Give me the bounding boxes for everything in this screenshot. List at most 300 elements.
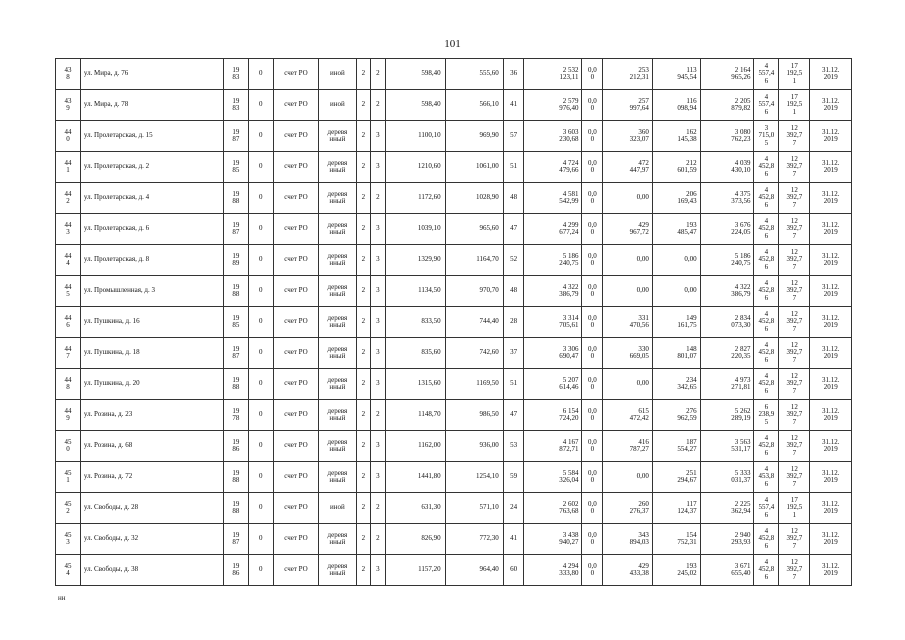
entrances-cell: 3 [371,555,386,586]
wall-material-cell: деревя нный [319,524,356,555]
completion-date-cell: 31.12. 2019 [810,152,852,183]
fund-method-cell: счет РО [273,400,319,431]
year-built-cell: 19 85 [223,307,248,338]
unit-cost-cell: 4 557,4 6 [754,493,779,524]
year-built-cell: 19 87 [223,214,248,245]
residents-cell: 51 [503,152,524,183]
cost-cell: 0,0 0 [582,59,603,90]
cost-cell: 0,0 0 [582,90,603,121]
table-row [56,431,852,462]
year-repair-cell: 0 [248,183,273,214]
row-number-cell: 44 2 [56,183,81,214]
living-area-cell: 772,30 [445,524,503,555]
fund-method-cell: счет РО [273,59,319,90]
address-cell: ул. Пролетарская, д. 4 [80,183,223,214]
entrances-cell: 3 [371,245,386,276]
page-number: 101 [444,38,461,50]
living-area-cell: 1164,70 [445,245,503,276]
completion-date-cell: 31.12. 2019 [810,524,852,555]
entrances-cell: 2 [371,90,386,121]
wall-material-cell: деревя нный [319,431,356,462]
fund-method-cell: счет РО [273,524,319,555]
wall-material-cell: деревя нный [319,307,356,338]
table-row [56,121,852,152]
year-built-cell: 19 87 [223,338,248,369]
address-cell: ул. Пушкина, д. 18 [80,338,223,369]
cost-cell: 330 669,05 [603,338,653,369]
total-area-cell: 833,50 [385,307,445,338]
max-unit-cost-cell: 17 192,5 1 [779,493,810,524]
unit-cost-cell: 4 452,8 6 [754,152,779,183]
max-unit-cost-cell: 12 392,7 7 [779,338,810,369]
completion-date-cell: 31.12. 2019 [810,276,852,307]
cost-cell: 193 485,47 [652,214,700,245]
entrances-cell: 3 [371,307,386,338]
cost-cell: 0,00 [652,276,700,307]
cost-cell: 615 472,42 [603,400,653,431]
completion-date-cell: 31.12. 2019 [810,431,852,462]
fund-method-cell: счет РО [273,307,319,338]
living-area-cell: 1061,00 [445,152,503,183]
year-built-cell: 19 85 [223,152,248,183]
floors-cell: 2 [356,214,371,245]
floors-cell: 2 [356,152,371,183]
cost-cell: 0,0 0 [582,152,603,183]
row-number-cell: 44 1 [56,152,81,183]
floors-cell: 2 [356,338,371,369]
cost-cell: 0,0 0 [582,493,603,524]
cost-cell: 472 447,97 [603,152,653,183]
residents-cell: 37 [503,338,524,369]
total-area-cell: 598,40 [385,90,445,121]
row-number-cell: 45 2 [56,493,81,524]
table-row [56,369,852,400]
year-repair-cell: 0 [248,121,273,152]
total-area-cell: 1210,60 [385,152,445,183]
cost-cell: 416 787,27 [603,431,653,462]
total-cost-cell: 5 207 614,46 [524,369,582,400]
unit-cost-cell: 4 452,8 6 [754,369,779,400]
completion-date-cell: 31.12. 2019 [810,183,852,214]
year-built-cell: 19 87 [223,121,248,152]
year-repair-cell: 0 [248,90,273,121]
residents-cell: 41 [503,524,524,555]
living-area-cell: 969,90 [445,121,503,152]
owners-funds-cell: 4 375 373,56 [700,183,754,214]
total-area-cell: 835,60 [385,338,445,369]
address-cell: ул. Свободы, д. 28 [80,493,223,524]
fund-method-cell: счет РО [273,90,319,121]
cost-cell: 0,0 0 [582,431,603,462]
completion-date-cell: 31.12. 2019 [810,59,852,90]
unit-cost-cell: 4 452,8 6 [754,524,779,555]
cost-cell: 360 323,07 [603,121,653,152]
cost-cell: 260 276,37 [603,493,653,524]
wall-material-cell: деревя нный [319,369,356,400]
year-built-cell: 19 89 [223,245,248,276]
max-unit-cost-cell: 17 192,5 1 [779,90,810,121]
row-number-cell: 45 1 [56,462,81,493]
address-cell: ул. Розина, д. 72 [80,462,223,493]
entrances-cell: 2 [371,524,386,555]
floors-cell: 2 [356,462,371,493]
row-number-cell: 44 8 [56,369,81,400]
table-row [56,152,852,183]
total-area-cell: 598,40 [385,59,445,90]
wall-material-cell: иной [319,59,356,90]
unit-cost-cell: 4 452,8 6 [754,183,779,214]
cost-cell: 154 752,31 [652,524,700,555]
entrances-cell: 2 [371,400,386,431]
total-cost-cell: 4 322 386,79 [524,276,582,307]
table-row [56,245,852,276]
living-area-cell: 936,00 [445,431,503,462]
entrances-cell: 2 [371,183,386,214]
address-cell: ул. Пролетарская, д. 6 [80,214,223,245]
table-row [56,59,852,90]
living-area-cell: 742,60 [445,338,503,369]
owners-funds-cell: 2 827 220,35 [700,338,754,369]
row-number-cell: 44 7 [56,338,81,369]
fund-method-cell: счет РО [273,493,319,524]
living-area-cell: 566,10 [445,90,503,121]
floors-cell: 2 [356,524,371,555]
completion-date-cell: 31.12. 2019 [810,245,852,276]
entrances-cell: 3 [371,431,386,462]
living-area-cell: 964,40 [445,555,503,586]
year-built-cell: 19 88 [223,183,248,214]
wall-material-cell: деревя нный [319,555,356,586]
cost-cell: 257 997,64 [603,90,653,121]
address-cell: ул. Пролетарская, д. 15 [80,121,223,152]
total-area-cell: 1172,60 [385,183,445,214]
wall-material-cell: деревя нный [319,276,356,307]
residents-cell: 24 [503,493,524,524]
max-unit-cost-cell: 12 392,7 7 [779,121,810,152]
completion-date-cell: 31.12. 2019 [810,307,852,338]
cost-cell: 187 554,27 [652,431,700,462]
living-area-cell: 571,10 [445,493,503,524]
total-area-cell: 826,90 [385,524,445,555]
cost-cell: 0,0 0 [582,462,603,493]
max-unit-cost-cell: 12 392,7 7 [779,307,810,338]
wall-material-cell: деревя нный [319,338,356,369]
cost-cell: 343 894,03 [603,524,653,555]
unit-cost-cell: 4 557,4 6 [754,59,779,90]
fund-method-cell: счет РО [273,462,319,493]
max-unit-cost-cell: 12 392,7 7 [779,555,810,586]
address-cell: ул. Пролетарская, д. 2 [80,152,223,183]
floors-cell: 2 [356,493,371,524]
owners-funds-cell: 3 676 224,05 [700,214,754,245]
residents-cell: 36 [503,59,524,90]
floors-cell: 2 [356,59,371,90]
fund-method-cell: счет РО [273,214,319,245]
year-repair-cell: 0 [248,400,273,431]
owners-funds-cell: 2 164 965,26 [700,59,754,90]
row-number-cell: 44 6 [56,307,81,338]
table-row [56,183,852,214]
completion-date-cell: 31.12. 2019 [810,338,852,369]
floors-cell: 2 [356,245,371,276]
owners-funds-cell: 2 205 879,82 [700,90,754,121]
cost-cell: 0,0 0 [582,276,603,307]
fund-method-cell: счет РО [273,431,319,462]
address-cell: ул. Свободы, д. 38 [80,555,223,586]
cost-cell: 206 169,43 [652,183,700,214]
year-built-cell: 19 88 [223,369,248,400]
cost-cell: 0,0 0 [582,307,603,338]
living-area-cell: 744,40 [445,307,503,338]
residents-cell: 48 [503,183,524,214]
max-unit-cost-cell: 17 192,5 1 [779,59,810,90]
total-area-cell: 1329,90 [385,245,445,276]
address-cell: ул. Пролетарская, д. 8 [80,245,223,276]
year-built-cell: 19 83 [223,90,248,121]
year-built-cell: 19 88 [223,462,248,493]
unit-cost-cell: 4 452,8 6 [754,431,779,462]
fund-method-cell: счет РО [273,338,319,369]
year-repair-cell: 0 [248,524,273,555]
living-area-cell: 1169,50 [445,369,503,400]
wall-material-cell: деревя нный [319,152,356,183]
total-area-cell: 631,30 [385,493,445,524]
cost-cell: 0,00 [603,276,653,307]
unit-cost-cell: 6 238,9 5 [754,400,779,431]
year-repair-cell: 0 [248,338,273,369]
total-area-cell: 1100,10 [385,121,445,152]
entrances-cell: 3 [371,338,386,369]
cost-cell: 149 161,75 [652,307,700,338]
unit-cost-cell: 4 452,8 6 [754,338,779,369]
residents-cell: 57 [503,121,524,152]
wall-material-cell: иной [319,493,356,524]
address-cell: ул. Пушкина, д. 16 [80,307,223,338]
unit-cost-cell: 4 557,4 6 [754,90,779,121]
address-cell: ул. Розина, д. 23 [80,400,223,431]
wall-material-cell: деревя нный [319,400,356,431]
unit-cost-cell: 4 452,8 6 [754,276,779,307]
address-cell: ул. Промышленная, д. 3 [80,276,223,307]
living-area-cell: 1028,90 [445,183,503,214]
owners-funds-cell: 5 262 289,19 [700,400,754,431]
cost-cell: 0,0 0 [582,555,603,586]
entrances-cell: 3 [371,462,386,493]
year-built-cell: 19 78 [223,400,248,431]
total-area-cell: 1162,00 [385,431,445,462]
address-cell: ул. Свободы, д. 32 [80,524,223,555]
wall-material-cell: деревя нный [319,214,356,245]
max-unit-cost-cell: 12 392,7 7 [779,369,810,400]
completion-date-cell: 31.12. 2019 [810,493,852,524]
total-area-cell: 1441,80 [385,462,445,493]
floors-cell: 2 [356,555,371,586]
floors-cell: 2 [356,183,371,214]
cost-cell: 0,0 0 [582,121,603,152]
residents-cell: 47 [503,400,524,431]
year-built-cell: 19 87 [223,524,248,555]
living-area-cell: 965,60 [445,214,503,245]
year-repair-cell: 0 [248,555,273,586]
floors-cell: 2 [356,431,371,462]
completion-date-cell: 31.12. 2019 [810,121,852,152]
row-number-cell: 45 4 [56,555,81,586]
completion-date-cell: 31.12. 2019 [810,400,852,431]
total-cost-cell: 5 584 326,04 [524,462,582,493]
entrances-cell: 3 [371,121,386,152]
year-repair-cell: 0 [248,462,273,493]
total-cost-cell: 2 579 976,40 [524,90,582,121]
cost-cell: 117 124,37 [652,493,700,524]
total-cost-cell: 2 602 763,68 [524,493,582,524]
row-number-cell: 45 3 [56,524,81,555]
total-cost-cell: 6 154 724,20 [524,400,582,431]
table-row [56,90,852,121]
table-row [56,338,852,369]
row-number-cell: 44 0 [56,121,81,152]
table-row [56,400,852,431]
owners-funds-cell: 3 671 655,40 [700,555,754,586]
total-cost-cell: 3 438 940,27 [524,524,582,555]
total-cost-cell: 5 186 240,75 [524,245,582,276]
owners-funds-cell: 3 563 531,17 [700,431,754,462]
fund-method-cell: счет РО [273,369,319,400]
cost-cell: 276 962,59 [652,400,700,431]
owners-funds-cell: 5 333 031,37 [700,462,754,493]
cost-cell: 0,00 [603,183,653,214]
cost-cell: 0,0 0 [582,245,603,276]
residents-cell: 59 [503,462,524,493]
cost-cell: 331 470,56 [603,307,653,338]
cost-cell: 0,00 [603,462,653,493]
year-repair-cell: 0 [248,152,273,183]
total-cost-cell: 4 294 333,80 [524,555,582,586]
table-row [56,524,852,555]
cost-cell: 0,0 0 [582,524,603,555]
cost-cell: 0,0 0 [582,338,603,369]
owners-funds-cell: 2 225 362,94 [700,493,754,524]
fund-method-cell: счет РО [273,276,319,307]
unit-cost-cell: 3 715,0 5 [754,121,779,152]
table-row [56,555,852,586]
cost-cell: 162 145,38 [652,121,700,152]
cost-cell: 113 945,54 [652,59,700,90]
max-unit-cost-cell: 12 392,7 7 [779,245,810,276]
total-cost-cell: 3 314 705,61 [524,307,582,338]
total-area-cell: 1157,20 [385,555,445,586]
unit-cost-cell: 4 452,8 6 [754,307,779,338]
unit-cost-cell: 4 452,8 6 [754,214,779,245]
max-unit-cost-cell: 12 392,7 7 [779,152,810,183]
year-repair-cell: 0 [248,431,273,462]
table-row [56,307,852,338]
row-number-cell: 44 5 [56,276,81,307]
year-built-cell: 19 88 [223,276,248,307]
address-cell: ул. Пушкина, д. 20 [80,369,223,400]
residents-cell: 52 [503,245,524,276]
cost-cell: 116 098,94 [652,90,700,121]
row-number-cell: 43 9 [56,90,81,121]
owners-funds-cell: 4 039 430,10 [700,152,754,183]
fund-method-cell: счет РО [273,245,319,276]
wall-material-cell: деревя нный [319,462,356,493]
unit-cost-cell: 4 452,8 6 [754,245,779,276]
cost-cell: 148 801,07 [652,338,700,369]
cost-cell: 0,00 [603,369,653,400]
completion-date-cell: 31.12. 2019 [810,462,852,493]
row-number-cell: 45 0 [56,431,81,462]
wall-material-cell: деревя нный [319,183,356,214]
total-area-cell: 1039,10 [385,214,445,245]
living-area-cell: 1254,10 [445,462,503,493]
table-row [56,276,852,307]
floors-cell: 2 [356,307,371,338]
entrances-cell: 3 [371,276,386,307]
year-repair-cell: 0 [248,493,273,524]
cost-cell: 193 245,02 [652,555,700,586]
living-area-cell: 986,50 [445,400,503,431]
row-number-cell: 44 9 [56,400,81,431]
max-unit-cost-cell: 12 392,7 7 [779,400,810,431]
year-built-cell: 19 83 [223,59,248,90]
cost-cell: 251 294,67 [652,462,700,493]
max-unit-cost-cell: 12 392,7 7 [779,183,810,214]
max-unit-cost-cell: 12 392,7 7 [779,276,810,307]
completion-date-cell: 31.12. 2019 [810,555,852,586]
buildings-table [55,58,852,586]
table-row [56,462,852,493]
cost-cell: 0,0 0 [582,214,603,245]
total-cost-cell: 4 581 542,99 [524,183,582,214]
unit-cost-cell: 4 453,8 6 [754,462,779,493]
floors-cell: 2 [356,121,371,152]
entrances-cell: 2 [371,493,386,524]
owners-funds-cell: 4 973 271,81 [700,369,754,400]
address-cell: ул. Мира, д. 76 [80,59,223,90]
completion-date-cell: 31.12. 2019 [810,214,852,245]
floors-cell: 2 [356,369,371,400]
total-area-cell: 1148,70 [385,400,445,431]
fund-method-cell: счет РО [273,555,319,586]
cost-cell: 253 212,31 [603,59,653,90]
year-repair-cell: 0 [248,307,273,338]
owners-funds-cell: 4 322 386,79 [700,276,754,307]
address-cell: ул. Мира, д. 78 [80,90,223,121]
max-unit-cost-cell: 12 392,7 7 [779,214,810,245]
year-repair-cell: 0 [248,276,273,307]
residents-cell: 60 [503,555,524,586]
max-unit-cost-cell: 12 392,7 7 [779,431,810,462]
year-built-cell: 19 86 [223,431,248,462]
total-cost-cell: 4 724 479,66 [524,152,582,183]
completion-date-cell: 31.12. 2019 [810,90,852,121]
cost-cell: 0,00 [652,245,700,276]
entrances-cell: 3 [371,214,386,245]
year-repair-cell: 0 [248,369,273,400]
total-area-cell: 1134,50 [385,276,445,307]
total-cost-cell: 4 167 872,71 [524,431,582,462]
floors-cell: 2 [356,276,371,307]
year-repair-cell: 0 [248,59,273,90]
total-area-cell: 1315,60 [385,369,445,400]
fund-method-cell: счет РО [273,152,319,183]
owners-funds-cell: 2 940 293,93 [700,524,754,555]
living-area-cell: 555,60 [445,59,503,90]
entrances-cell: 3 [371,369,386,400]
unit-cost-cell: 4 452,8 6 [754,555,779,586]
year-repair-cell: 0 [248,214,273,245]
cost-cell: 0,00 [603,245,653,276]
